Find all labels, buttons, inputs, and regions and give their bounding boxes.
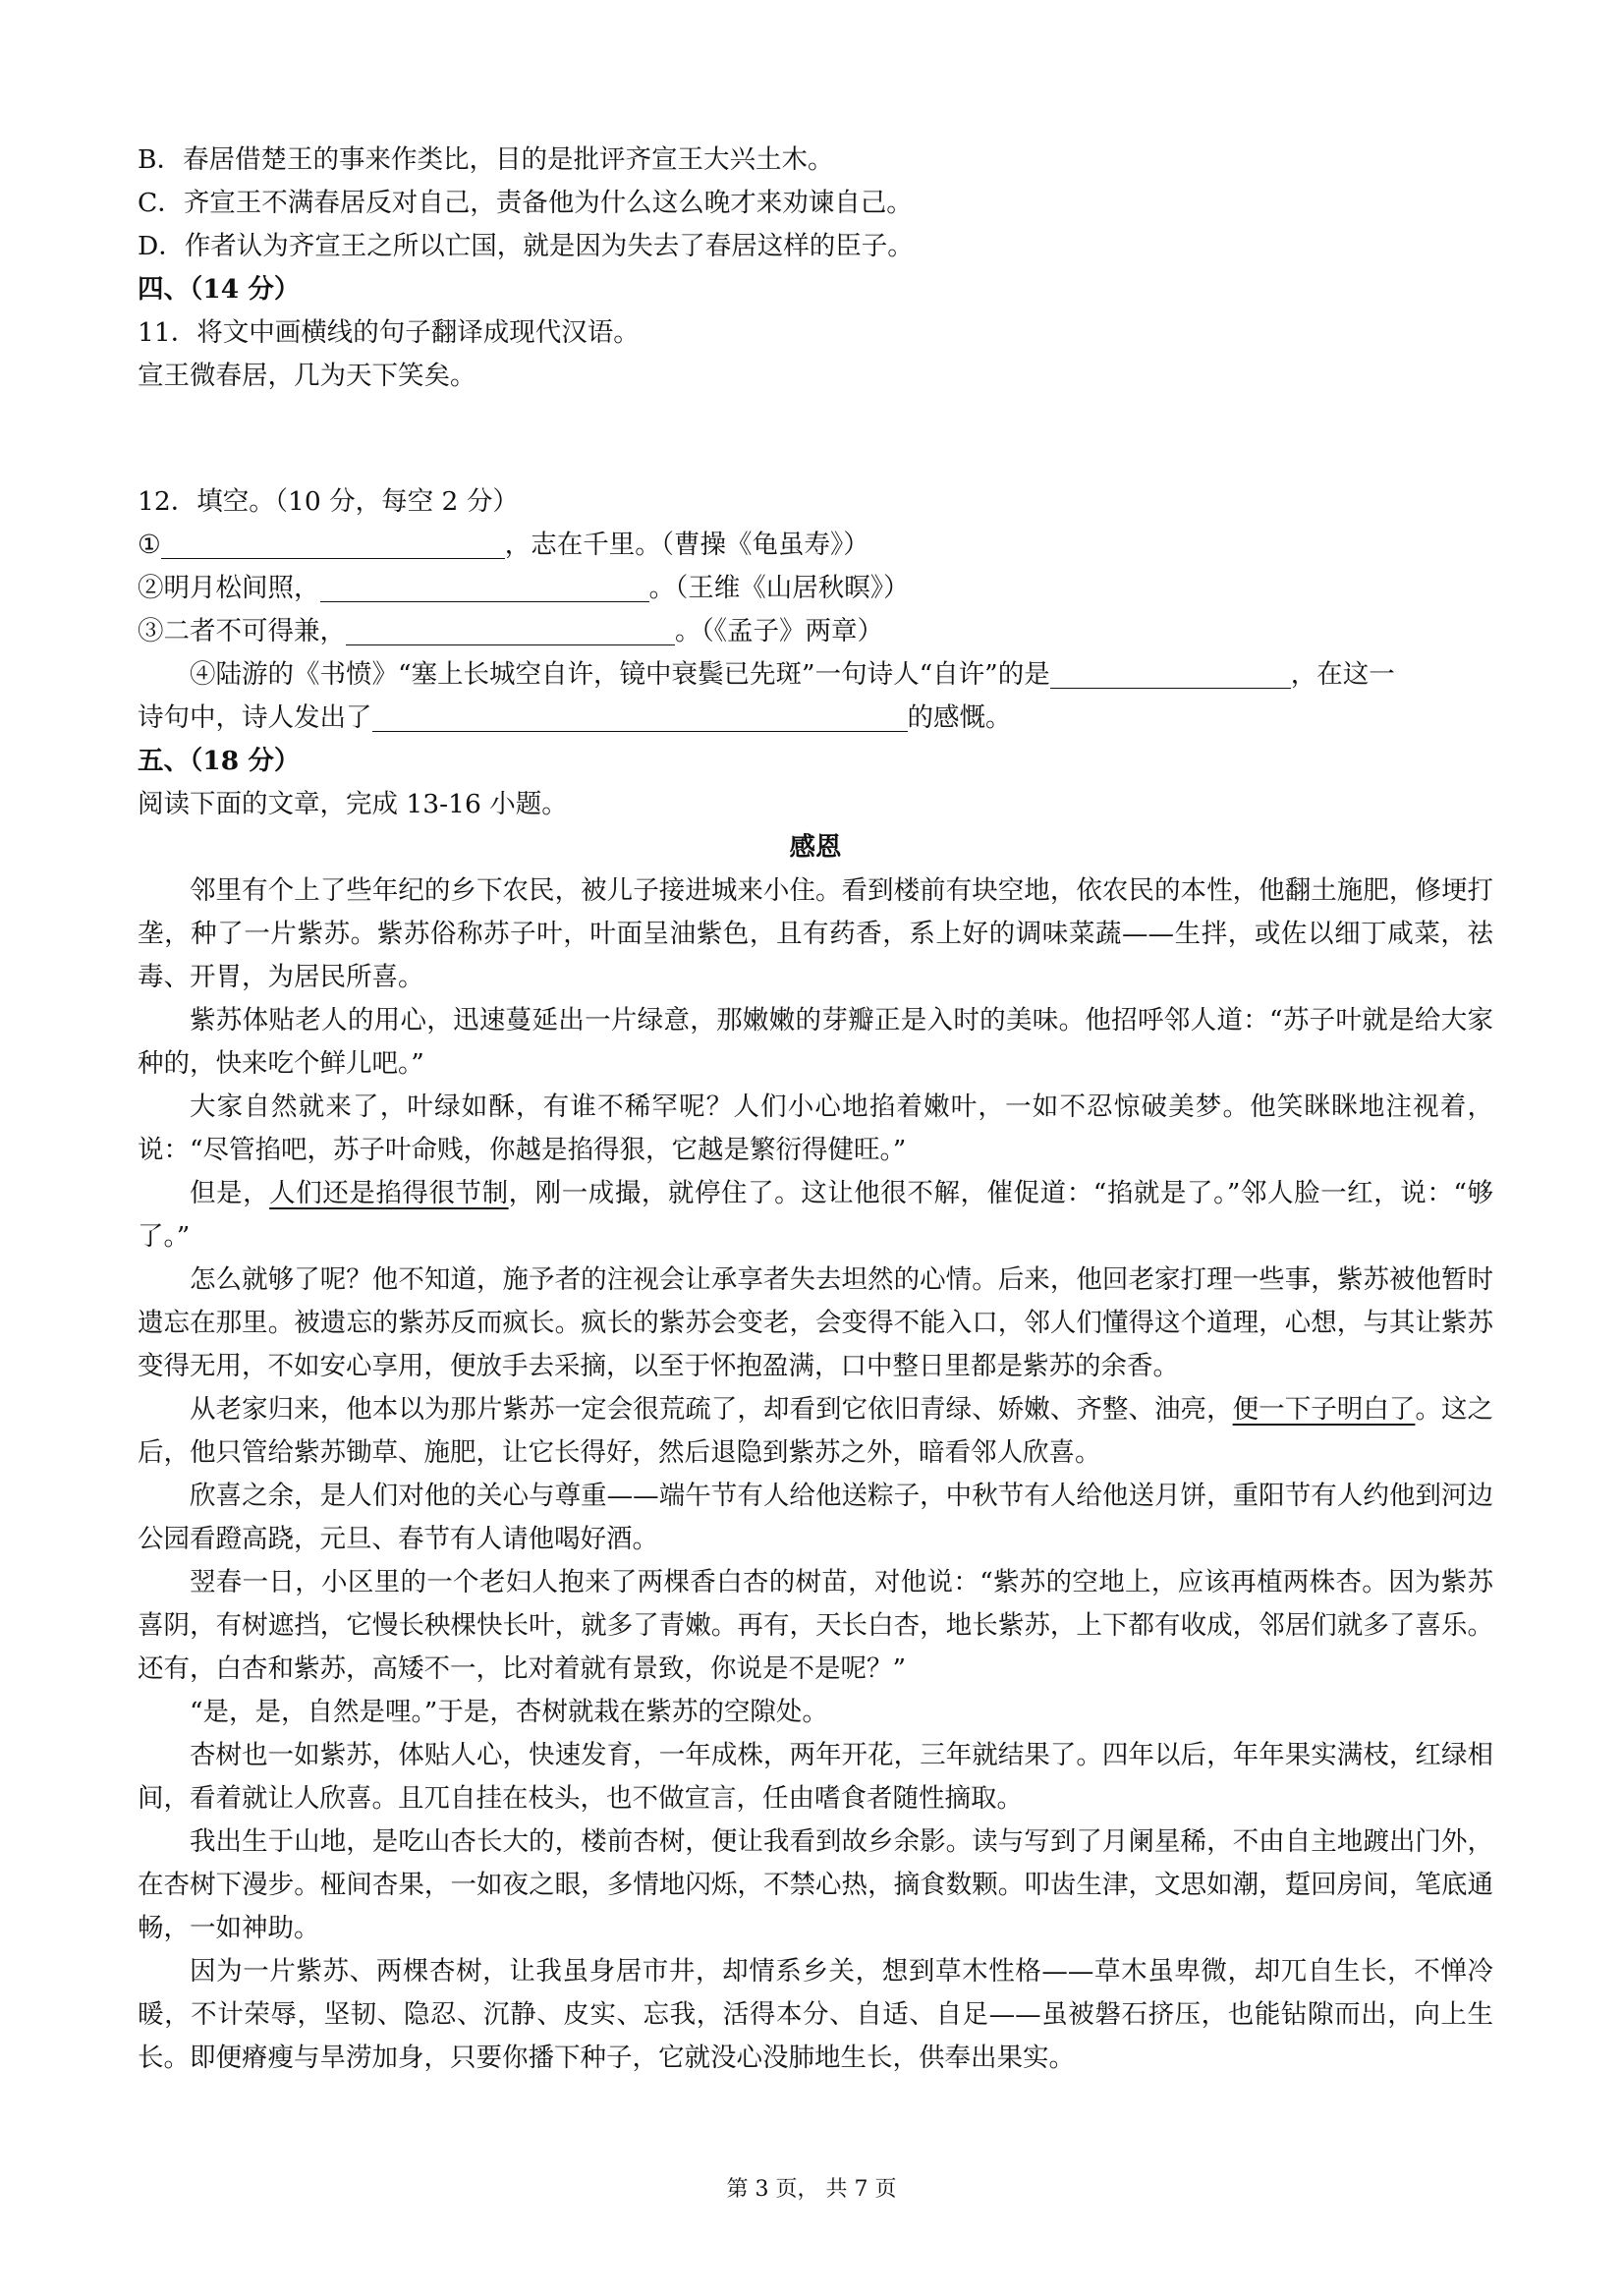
article-paragraph-6 bbox=[138, 1388, 1493, 1475]
article-paragraph-12: 因为一片紫苏、两棵杏树，让我虽身居市井，却情系乡关，想到草木性格——草木虽卑微，却兀自生长，不惮冷暖，不计荣辱，坚韧、隐忍、沉静、皮实、忘我，活得本分、自适、自足——虽被磐石挤压，也能钻隙而出，向上生长。即便瘠瘦与旱涝加身，只要你播下种子，它就没心没肺地生长，供奉出果实。 bbox=[138, 1956, 1493, 2073]
option-c: C．齐宣王不满春居反对自己，责备他为什么这么晚才来劝谏自己。 bbox=[138, 188, 913, 218]
blank-2-suffix: 。（王维《山居秋暝》） bbox=[648, 573, 910, 603]
blank-1-prefix: ① bbox=[138, 530, 161, 560]
fill-blank-5 bbox=[138, 697, 1493, 740]
question-11-sentence: 宣王微春居，几为天下笑矣。 bbox=[138, 361, 476, 391]
article-paragraph-10: 杏树也一如紫苏，体贴人心，快速发育，一年成株，两年开花，三年就结果了。四年以后，年年果实满枝，红绿相间，看着就让人欣喜。且兀自挂在枝头，也不做宣言，任由嗜食者随性摘取。 bbox=[138, 1740, 1493, 1814]
blank-1-suffix: ，志在千里。（曹操《龟虽寿》） bbox=[504, 530, 869, 560]
answer-blank-4[interactable] bbox=[1050, 658, 1291, 689]
article-paragraph-3: 大家自然就来了，叶绿如酥，有谁不稀罕呢？人们小心地掐着嫩叶，一如不忍惊破美梦。他笑眯眯地注视着，说：“尽管掐吧，苏子叶命贱，你越是掐得狠，它越是繁衍得健旺。” bbox=[138, 1092, 1493, 1165]
blank-4-mid: ，在这一 bbox=[1290, 659, 1395, 690]
blank-3-prefix: ③二者不可得兼， bbox=[138, 616, 346, 646]
reading-instruction: 阅读下面的文章，完成 13-16 小题。 bbox=[138, 789, 568, 819]
fill-blank-3 bbox=[138, 610, 1493, 653]
answer-blank-5[interactable] bbox=[372, 701, 908, 732]
page-number-footer: 第 3 页， 共 7 页 bbox=[726, 2177, 897, 2202]
blank-3-suffix: 。（《孟子》两章） bbox=[675, 616, 883, 646]
fill-blank-4 bbox=[138, 653, 1493, 697]
article-paragraph-7: 欣喜之余，是人们对他的关心与尊重——端午节有人给他送粽子，中秋节有人给他送月饼，重阳节有人约他到河边公园看蹬高跷，元旦、春节有人请他喝好酒。 bbox=[138, 1481, 1493, 1554]
answer-blank-3[interactable] bbox=[346, 615, 675, 645]
answer-space bbox=[138, 398, 1493, 480]
answer-blank-1[interactable] bbox=[161, 529, 505, 559]
article-paragraph-11: 我出生于山地，是吃山杏长大的，楼前杏树，便让我看到故乡余影。读与写到了月阑星稀，不由自主地踱出门外，在杏树下漫步。桠间杏果，一如夜之眼，多情地闪烁，不禁心热，摘食数颗。叩齿生津，文思如潮，踅回房间，笔底通畅，一如神助。 bbox=[138, 1826, 1493, 1943]
article-paragraph-8: 翌春一日，小区里的一个老妇人抱来了两棵香白杏的树苗，对他说：“紫苏的空地上，应该再植两株杏。因为紫苏喜阴，有树遮挡，它慢长秧棵快长叶，就多了青嫩。再有，天长白杏，地长紫苏，上下都有收成，邻居们就多了喜乐。还有，白杏和紫苏，高矮不一，比对着就有景致，你说是不是呢？” bbox=[138, 1567, 1493, 1684]
paragraph-6-start: 从老家归来，他本以为那片紫苏一定会很荒疏了，却看到它依旧青绿、娇嫩、齐整、油亮， bbox=[190, 1394, 1233, 1425]
answer-blank-2[interactable] bbox=[320, 572, 649, 602]
page-content bbox=[138, 139, 1493, 2080]
paragraph-6-end: 。这之后，他只管给紫苏锄草、施肥，让它长得好，然后退隐到紫苏之外，暗看邻人欣喜。 bbox=[138, 1394, 1494, 1468]
article-paragraph-9: “是，是，自然是哩。”于是，杏树就栽在紫苏的空隙处。 bbox=[190, 1697, 828, 1727]
paragraph-4-end: ，刚一成撮，就停住了。这让他很不解，催促道：“掐就是了。”邻人脸一红，说：“够了。” bbox=[138, 1178, 1493, 1252]
underlined-phrase-1: 人们还是掐得很节制 bbox=[269, 1178, 509, 1208]
section-5-heading: 五、（18 分） bbox=[138, 746, 301, 776]
blank-2-prefix: ②明月松间照， bbox=[138, 573, 320, 603]
article-paragraph-1: 邻里有个上了些年纪的乡下农民，被儿子接进城来小住。看到楼前有块空地，依农民的本性，他翻土施肥，修埂打垄，种了一片紫苏。紫苏俗称苏子叶，叶面呈油紫色，且有药香，系上好的调味菜蔬——生拌，或佐以细丁咸菜，祛毒、开胃，为居民所喜。 bbox=[138, 875, 1493, 992]
article-title: 感恩 bbox=[789, 832, 842, 863]
option-d: D．作者认为齐宣王之所以亡国，就是因为失去了春居这样的臣子。 bbox=[138, 231, 914, 261]
article-paragraph-5: 怎么就够了呢？他不知道，施予者的注视会让承享者失去坦然的心情。后来，他回老家打理一些事，紫苏被他暂时遗忘在那里。被遗忘的紫苏反而疯长。疯长的紫苏会变老，会变得不能入口，邻人们懂得这个道理，心想，与其让紫苏变得无用，不如安心享用，便放手去采摘，以至于怀抱盈满，口中整日里都是紫苏的余香。 bbox=[138, 1264, 1493, 1381]
article-paragraph-4 bbox=[138, 1172, 1493, 1259]
article-paragraph-2: 紫苏体贴老人的用心，迅速蔓延出一片绿意，那嫩嫩的芽瓣正是入时的美味。他招呼邻人道：“苏子叶就是给大家种的，快来吃个鲜儿吧。” bbox=[138, 1005, 1493, 1079]
fill-blank-1 bbox=[138, 524, 1493, 567]
option-b: B．春居借楚王的事来作类比，目的是批评齐宣王大兴土木。 bbox=[138, 144, 834, 175]
blank-4-prefix: ④陆游的《书愤》“塞上长城空自许，镜中衰鬓已先斑”一句诗人“自许”的是 bbox=[190, 659, 1050, 690]
section-4-heading: 四、（14 分） bbox=[138, 274, 301, 305]
blank-5-suffix: 的感慨。 bbox=[907, 702, 1012, 733]
question-12: 12．填空。（10 分，每空 2 分） bbox=[138, 486, 519, 517]
question-11: 11．将文中画横线的句子翻译成现代汉语。 bbox=[138, 317, 640, 348]
paragraph-4-start: 但是， bbox=[190, 1178, 270, 1208]
fill-blank-2 bbox=[138, 567, 1493, 610]
underlined-phrase-2: 便一下子明白了 bbox=[1232, 1394, 1416, 1425]
blank-5-prefix: 诗句中，诗人发出了 bbox=[138, 702, 372, 733]
